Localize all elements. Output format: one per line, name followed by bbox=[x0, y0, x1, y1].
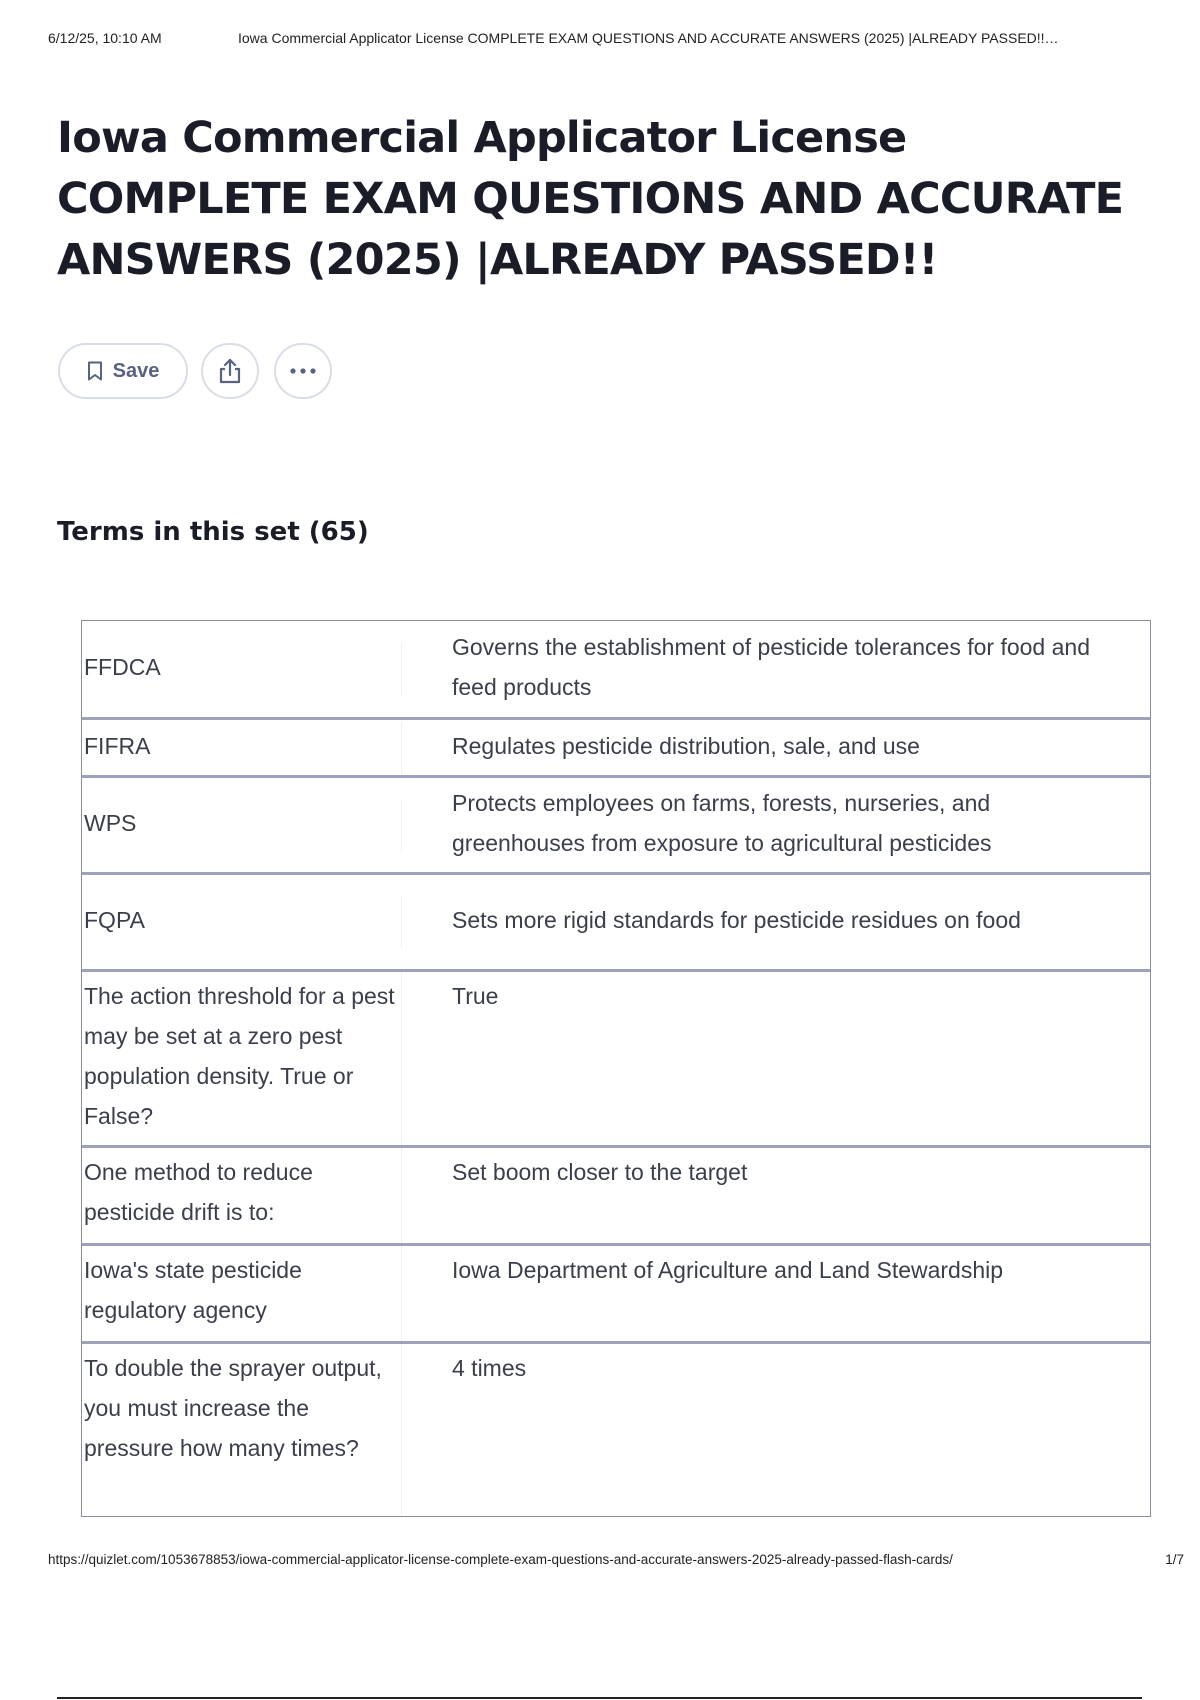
term-text: To double the sprayer output, you must increase the pressure how many times? bbox=[82, 1344, 402, 1516]
more-icon bbox=[290, 368, 316, 374]
share-button[interactable] bbox=[201, 343, 259, 399]
more-options-button[interactable] bbox=[274, 343, 332, 399]
print-doc-title: Iowa Commercial Applicator License COMPLETE EXAM QUESTIONS AND ACCURATE ANSWERS (2025) |ALREADY PASSED!!… bbox=[238, 30, 1059, 46]
definition-text: Protects employees on farms, forests, nurseries, and greenhouses from exposure to agricultural pesticides bbox=[452, 790, 992, 856]
definition-text: Regulates pesticide distribution, sale, and use bbox=[452, 732, 920, 759]
term-row bbox=[82, 969, 1150, 1145]
print-datetime: 6/12/25, 10:10 AM bbox=[48, 30, 162, 46]
term-text: FIFRA bbox=[82, 722, 402, 774]
terms-table bbox=[81, 620, 1151, 1517]
definition-text: Governs the establishment of pesticide tolerances for food and feed products bbox=[452, 634, 1090, 700]
page-title: Iowa Commercial Applicator License COMPLETE EXAM QUESTIONS AND ACCURATE ANSWERS (2025) |ALREADY PASSED!! bbox=[57, 113, 1124, 285]
term-row bbox=[82, 1243, 1150, 1341]
share-icon bbox=[217, 357, 243, 385]
print-header bbox=[48, 30, 1184, 50]
print-footer bbox=[48, 1552, 1184, 1572]
save-button[interactable] bbox=[58, 343, 188, 399]
terms-heading: Terms in this set (65) bbox=[57, 517, 369, 547]
term-row bbox=[82, 717, 1150, 775]
definition-text: Set boom closer to the target bbox=[452, 1159, 748, 1185]
bookmark-icon bbox=[87, 361, 103, 381]
save-label: Save bbox=[112, 359, 160, 382]
term-row bbox=[82, 775, 1150, 872]
term-row bbox=[82, 621, 1150, 717]
term-text: WPS bbox=[82, 799, 402, 851]
definition-text: Sets more rigid standards for pesticide residues on food bbox=[452, 907, 1021, 933]
term-text: Iowa's state pesticide regulatory agency bbox=[82, 1246, 402, 1341]
divider bbox=[57, 1697, 1142, 1699]
term-text: FQPA bbox=[82, 896, 402, 948]
term-text: The action threshold for a pest may be set at a zero pest population density. True or False? bbox=[82, 972, 402, 1145]
term-text: FFDCA bbox=[82, 643, 402, 695]
term-text: One method to reduce pesticide drift is to: bbox=[82, 1148, 402, 1243]
page-number: 1/7 bbox=[1165, 1552, 1184, 1567]
definition-text: 4 times bbox=[452, 1355, 527, 1381]
term-row bbox=[82, 872, 1150, 969]
print-url: https://quizlet.com/1053678853/iowa-commercial-applicator-license-complete-exam-questions-and-accurate-answers-2025-already-passed-flash-cards/ bbox=[48, 1552, 953, 1567]
definition-text: Iowa Department of Agriculture and Land Stewardship bbox=[452, 1257, 1004, 1283]
term-row bbox=[82, 1145, 1150, 1243]
term-row bbox=[82, 1341, 1150, 1516]
definition-text: True bbox=[452, 983, 499, 1009]
